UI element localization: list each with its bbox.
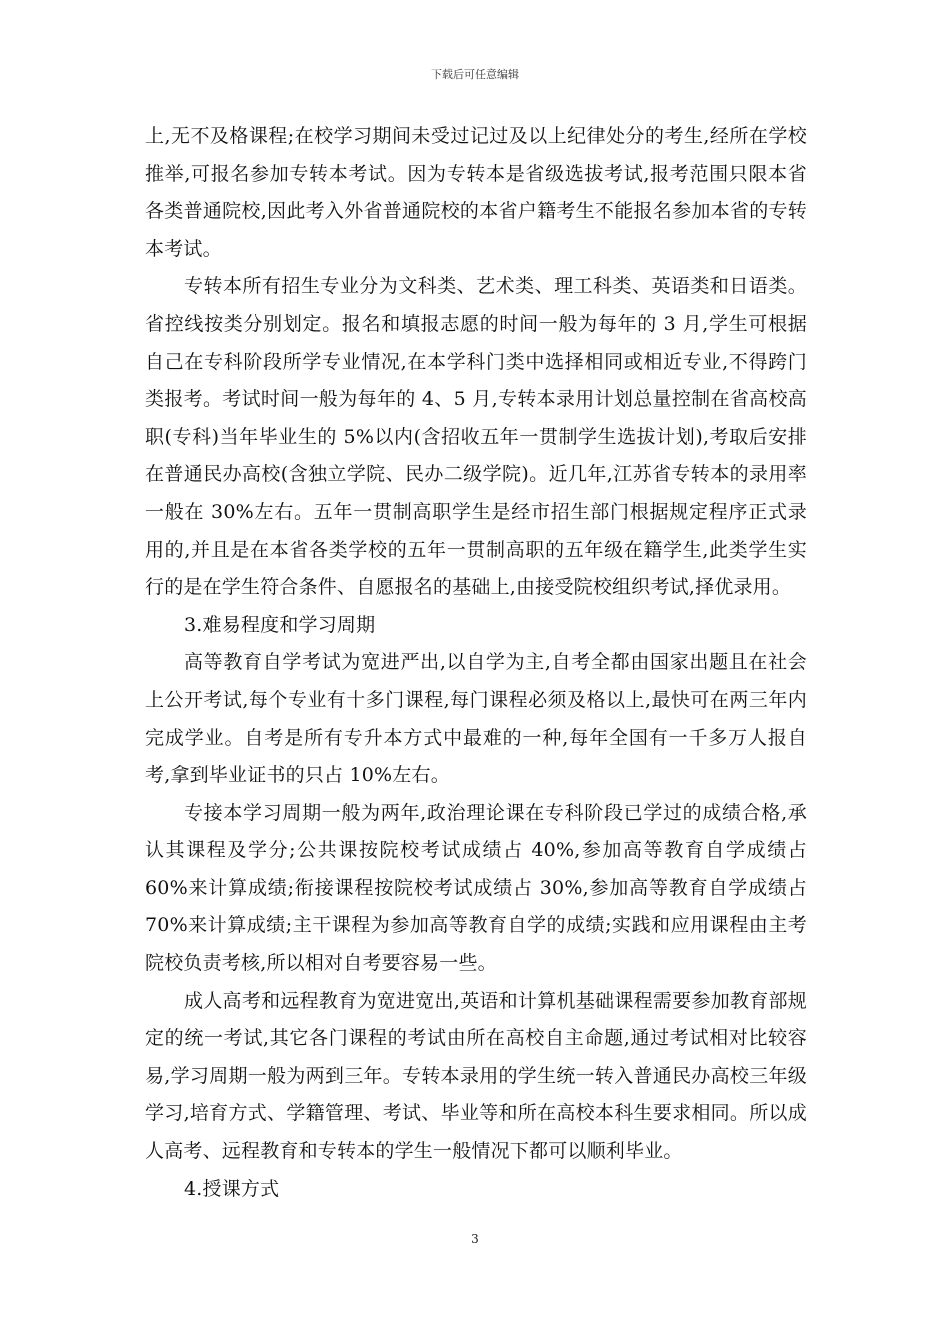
paragraph-continuation: 上,无不及格课程;在校学习期间未受过记过及以上纪律处分的考生,经所在学校推举,可报名参加专转本考试。因为专转本是省级选拔考试,报考范围只限本省各类普通院校,因此考入外省普通院校的本省户籍考生不能报名参加本省的专转本考试。 bbox=[145, 125, 807, 260]
section-heading-difficulty: 3.难易程度和学习周期 bbox=[184, 613, 376, 636]
section-heading-teaching-method: 4.授课方式 bbox=[184, 1177, 280, 1200]
paragraph-zhuanjieben-period: 专接本学习周期一般为两年,政治理论课在专科阶段已学过的成绩合格,承认其课程及学分;公共课按院校考试成绩占 40%,参加高等教育自学成绩占 60%来计算成绩;衔接课程按院校考试成绩占 30%,参加高等教育自学成绩占 70%来计算成绩;主干课程为参加高等教育自学的成绩;实践和应用课程由主考院校负责考核,所以相对自考要容易一些。 bbox=[145, 801, 807, 975]
paragraph-self-study-exam: 高等教育自学考试为宽进严出,以自学为主,自考全都由国家出题且在社会上公开考试,每个专业有十多门课程,每门课程必须及格以上,最快可在两三年内完成学业。自考是所有专升本方式中最难的一种,每年全国有一千多万人报自考,拿到毕业证书的只占 10%左右。 bbox=[145, 651, 807, 787]
paragraph-zhuanzhuanben-categories: 专转本所有招生专业分为文科类、艺术类、理工科类、英语类和日语类。省控线按类分别划定。报名和填报志愿的时间一般为每年的 3 月,学生可根据自己在专科阶段所学专业情况,在本学科门类中选择相同或相近专业,不得跨门类报考。考试时间一般为每年的 4、5 月,专转本录用计划总量控制在省高校高职(专科)当年毕业生的 5%以内(含招收五年一贯制学生选拔计划),考取后安排在普通民办高校(含独立学院、民办二级学院)。近几年,江苏省专转本的录用率一般在 30%左右。五年一贯制高职学生是经市招生部门根据规定程序正式录用的,并且是在本省各类学校的五年一贯制高职的五年级在籍学生,此类学生实行的是在学生符合条件、自愿报名的基础上,由接受院校组织考试,择优录用。 bbox=[145, 275, 807, 599]
page-header: 下载后可任意编辑 bbox=[431, 68, 519, 81]
paragraph-adult-exam-remote: 成人高考和远程教育为宽进宽出,英语和计算机基础课程需要参加教育部规定的统一考试,其它各门课程的考试由所在高校自主命题,通过考试相对比较容易,学习周期一般为两到三年。专转本录用的学生统一转入普通民办高校三年级学习,培育方式、学籍管理、考试、毕业等和所在高校本科生要求相同。所以成人高考、远程教育和专转本的学生一般情况下都可以顺利毕业。 bbox=[145, 989, 807, 1163]
document-body bbox=[145, 118, 807, 1208]
page-number: 3 bbox=[471, 1232, 479, 1246]
